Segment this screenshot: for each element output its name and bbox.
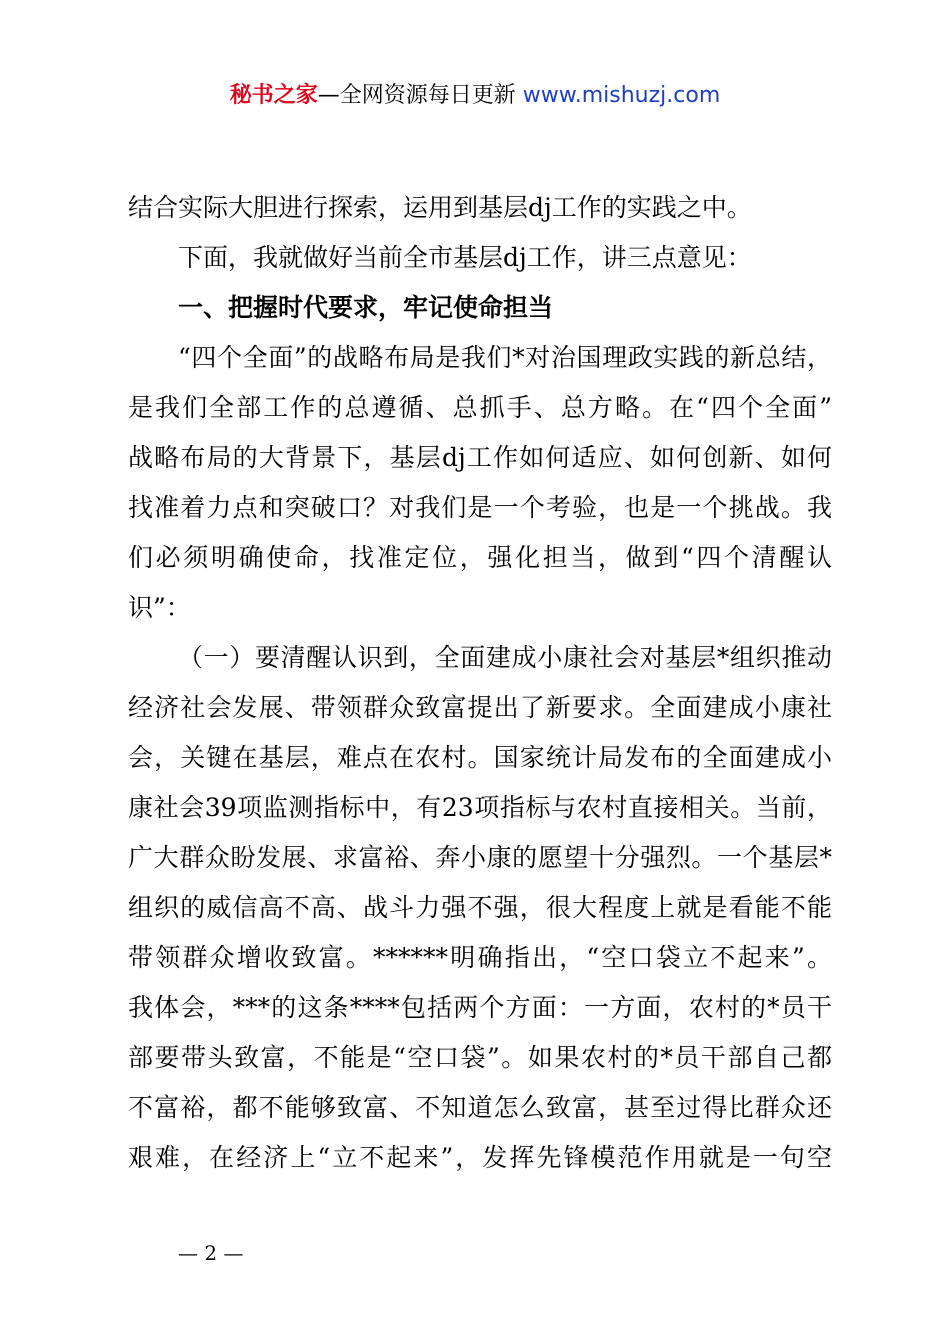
body-line: 是我们全部工作的总遵循、总抓手、总方略。在“四个全面” [128, 393, 832, 422]
section-heading: 一、把握时代要求，牢记使命担当 [178, 293, 554, 322]
body-line: 结合实际大胆进行探索，运用到基层dj工作的实践之中。 [128, 193, 752, 222]
body-line: 广大群众盼发展、求富裕、奔小康的愿望十分强烈。一个基层* [128, 843, 832, 872]
body-line: 带领群众增收致富。******明确指出，“空口袋立不起来”。 [128, 943, 832, 972]
brand-name: 秘书之家 [229, 83, 318, 108]
body-line: 找准着力点和突破口？对我们是一个考验，也是一个挑战。我 [128, 493, 832, 522]
banner-tagline: —全网资源每日更新 [317, 83, 523, 108]
body-line: 们必须明确使命，找准定位，强化担当，做到“四个清醒认 [128, 543, 832, 572]
site-banner [0, 78, 950, 114]
body-line: 组织的威信高不高、战斗力强不强，很大程度上就是看能不能 [128, 893, 832, 922]
body-line: 部要带头致富，不能是“空口袋”。如果农村的*员干部自己都 [128, 1043, 832, 1072]
body-line: 康社会39项监测指标中，有23项指标与农村直接相关。当前， [128, 793, 832, 822]
body-line: 我体会，***的这条****包括两个方面：一方面，农村的*员干 [128, 993, 832, 1022]
body-line: 战略布局的大背景下，基层dj工作如何适应、如何创新、如何 [128, 443, 832, 472]
body-line: 艰难，在经济上“立不起来”，发挥先锋模范作用就是一句空 [128, 1143, 832, 1172]
body-line: 会，关键在基层，难点在农村。国家统计局发布的全面建成小 [128, 743, 832, 772]
body-line: （一）要清醒认识到，全面建成小康社会对基层*组织推动 [178, 643, 832, 672]
body-line: 识”： [128, 593, 191, 622]
body-line: 下面，我就做好当前全市基层dj工作，讲三点意见： [178, 243, 752, 272]
site-url-link[interactable]: www.mishuzj.com [522, 83, 721, 108]
body-line: 经济社会发展、带领群众致富提出了新要求。全面建成小康社 [128, 693, 832, 722]
body-line: “四个全面”的战略布局是我们*对治国理政实践的新总结， [178, 343, 832, 372]
body-line: 不富裕，都不能够致富、不知道怎么致富，甚至过得比群众还 [128, 1093, 832, 1122]
page-number: — 2 — [178, 1241, 244, 1265]
document-body [128, 183, 832, 1183]
